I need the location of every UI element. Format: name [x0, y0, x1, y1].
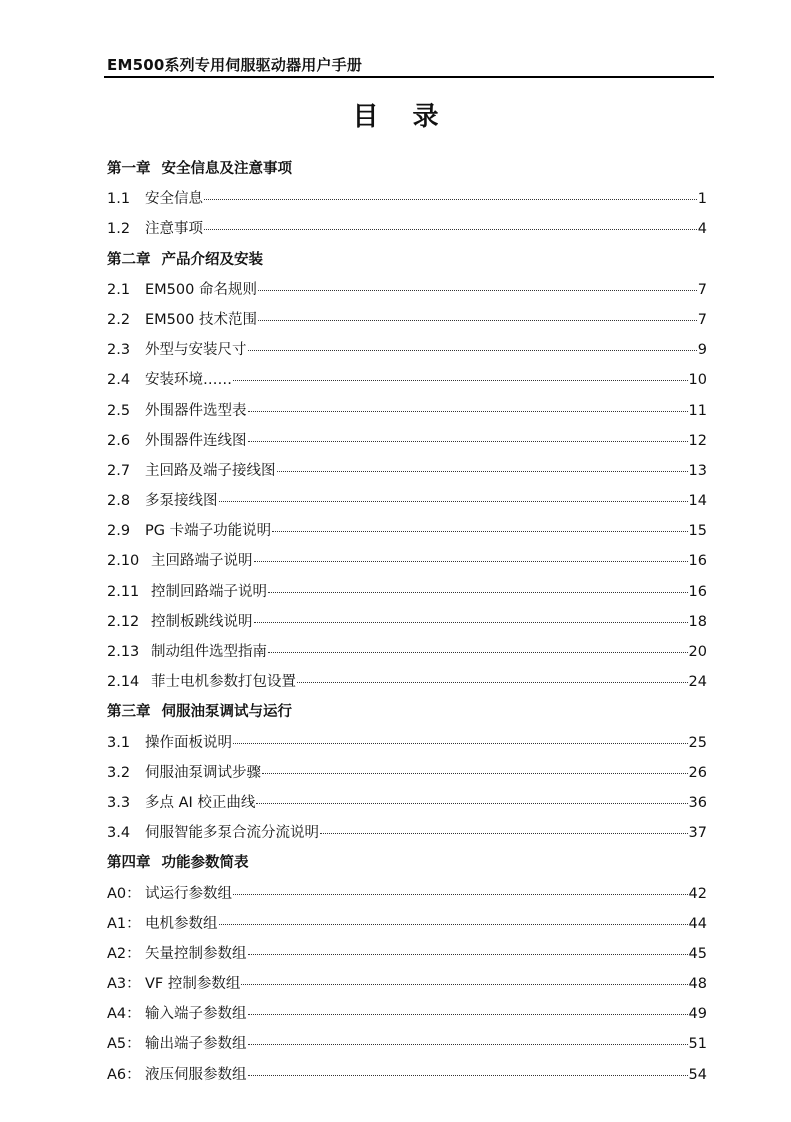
entry-number: A6： — [107, 1066, 141, 1083]
dot-leader — [241, 984, 687, 985]
table-of-contents — [107, 154, 707, 1090]
dot-leader — [204, 199, 697, 200]
header-rule — [104, 76, 714, 78]
toc-entry[interactable] — [107, 758, 707, 788]
entry-page-number: 45 — [688, 945, 707, 962]
entry-page-number: 4 — [697, 221, 707, 238]
entry-title: EM500 技术范围 — [145, 311, 257, 328]
dot-leader — [258, 290, 697, 291]
entry-number: 2.12 — [107, 613, 140, 630]
entry-page-number: 10 — [688, 372, 707, 389]
toc-title-char-2: 录 — [412, 102, 439, 132]
entry-title: 外型与安装尺寸 — [145, 342, 247, 359]
entry-title: 输入端子参数组 — [145, 1006, 247, 1023]
entry-number: 2.5 — [107, 402, 131, 419]
entry-title: 主回路端子说明 — [151, 553, 253, 570]
entry-title: 外围器件选型表 — [145, 402, 247, 419]
entry-number: 1.2 — [107, 221, 131, 238]
running-header: EM500系列专用伺服驱动器用户手册 — [107, 56, 363, 74]
entry-page-number: 11 — [688, 402, 707, 419]
entry-page-number: 16 — [688, 583, 707, 600]
entry-title: 试运行参数组 — [145, 885, 232, 902]
entry-page-number: 18 — [688, 613, 707, 630]
entry-title: 伺服智能多泵合流分流说明 — [145, 825, 319, 842]
dot-leader — [248, 1075, 688, 1076]
toc-entry[interactable] — [107, 999, 707, 1029]
toc-entry[interactable] — [107, 818, 707, 848]
toc-entry[interactable] — [107, 939, 707, 969]
entry-title: 液压伺服参数组 — [145, 1066, 247, 1083]
entry-number: 2.7 — [107, 462, 131, 479]
toc-entry[interactable] — [107, 486, 707, 516]
toc-entry[interactable] — [107, 396, 707, 426]
toc-entry[interactable] — [107, 214, 707, 244]
dot-leader — [297, 682, 688, 683]
dot-leader — [248, 411, 688, 412]
toc-entry[interactable] — [107, 546, 707, 576]
toc-entry[interactable] — [107, 607, 707, 637]
entry-title: 伺服油泵调试步骤 — [145, 764, 261, 781]
entry-title: 菲士电机参数打包设置 — [151, 674, 296, 691]
toc-entry[interactable] — [107, 909, 707, 939]
entry-title: 安全信息 — [145, 191, 203, 208]
entry-page-number: 13 — [688, 462, 707, 479]
dot-leader — [204, 229, 697, 230]
dot-leader — [254, 561, 688, 562]
entry-number: 3.4 — [107, 825, 131, 842]
toc-entry[interactable] — [107, 456, 707, 486]
entry-title: 注意事项 — [145, 221, 203, 238]
toc-entry[interactable] — [107, 637, 707, 667]
toc-entry[interactable] — [107, 516, 707, 546]
chapter-number: 第三章 — [107, 704, 151, 721]
toc-entry[interactable] — [107, 184, 707, 214]
dot-leader — [272, 531, 687, 532]
entry-page-number: 26 — [688, 764, 707, 781]
dot-leader — [258, 320, 697, 321]
toc-entry[interactable] — [107, 305, 707, 335]
entry-page-number: 16 — [688, 553, 707, 570]
dot-leader — [248, 441, 688, 442]
entry-page-number: 12 — [688, 432, 707, 449]
entry-title: 电机参数组 — [145, 915, 218, 932]
toc-entry[interactable] — [107, 577, 707, 607]
chapter-heading[interactable] — [107, 848, 707, 878]
dot-leader — [248, 1044, 688, 1045]
entry-number: 3.3 — [107, 794, 131, 811]
dot-leader — [277, 471, 688, 472]
entry-title: 多点 AI 校正曲线 — [145, 794, 256, 811]
toc-entry[interactable] — [107, 365, 707, 395]
entry-title: 外围器件连线图 — [145, 432, 247, 449]
chapter-number: 第二章 — [107, 251, 151, 268]
toc-entry[interactable] — [107, 275, 707, 305]
chapter-heading[interactable] — [107, 245, 707, 275]
entry-page-number: 24 — [688, 674, 707, 691]
entry-number: 3.2 — [107, 764, 131, 781]
chapter-number: 第四章 — [107, 855, 151, 872]
entry-number: 2.6 — [107, 432, 131, 449]
toc-entry[interactable] — [107, 426, 707, 456]
dot-leader — [256, 803, 687, 804]
dot-leader — [268, 652, 688, 653]
entry-title: VF 控制参数组 — [145, 976, 241, 993]
entry-title: 操作面板说明 — [145, 734, 232, 751]
toc-entry[interactable] — [107, 728, 707, 758]
entry-page-number: 15 — [688, 523, 707, 540]
entry-number: A5： — [107, 1036, 141, 1053]
chapter-title: 功能参数简表 — [161, 855, 249, 872]
entry-title: 安装环境…… — [145, 372, 232, 389]
entry-page-number: 51 — [688, 1036, 707, 1053]
entry-title: 制动组件选型指南 — [151, 644, 267, 660]
entry-number: 2.11 — [107, 583, 140, 600]
dot-leader — [233, 894, 688, 895]
dot-leader — [320, 833, 688, 834]
toc-title-char-1: 目 — [352, 102, 379, 132]
chapter-heading[interactable] — [107, 697, 707, 727]
entry-number: 1.1 — [107, 191, 131, 208]
dot-leader — [262, 773, 688, 774]
entry-number: 2.2 — [107, 311, 131, 328]
entry-page-number: 7 — [697, 281, 707, 298]
entry-title: 多泵接线图 — [145, 493, 218, 510]
entry-number: 2.10 — [107, 553, 140, 570]
entry-number: 3.1 — [107, 734, 131, 751]
chapter-number: 第一章 — [107, 161, 151, 177]
entry-page-number: 7 — [697, 311, 707, 328]
toc-entry[interactable] — [107, 969, 707, 999]
entry-number: 2.3 — [107, 342, 131, 359]
toc-entry[interactable] — [107, 335, 707, 365]
entry-page-number: 54 — [688, 1066, 707, 1083]
entry-page-number: 14 — [688, 493, 707, 510]
entry-title: 控制回路端子说明 — [151, 583, 267, 600]
dot-leader — [219, 924, 688, 925]
entry-page-number: 9 — [697, 342, 707, 359]
entry-page-number: 37 — [688, 825, 707, 842]
entry-title: 主回路及端子接线图 — [145, 462, 276, 479]
dot-leader — [219, 501, 688, 502]
entry-number: 2.13 — [107, 644, 140, 660]
dot-leader — [254, 622, 688, 623]
toc-title — [0, 96, 791, 133]
chapter-title: 伺服油泵调试与运行 — [161, 704, 292, 721]
dot-leader — [248, 954, 688, 955]
entry-number: 2.14 — [107, 674, 140, 691]
entry-page-number: 42 — [688, 885, 707, 902]
entry-title: PG 卡端子功能说明 — [145, 523, 272, 540]
entry-number: A4： — [107, 1006, 141, 1023]
dot-leader — [248, 1014, 688, 1015]
entry-title: 控制板跳线说明 — [151, 613, 253, 630]
toc-entry[interactable] — [107, 879, 707, 909]
entry-number: 2.4 — [107, 372, 131, 389]
dot-leader — [233, 380, 688, 381]
entry-number: A0： — [107, 885, 141, 902]
entry-page-number: 20 — [688, 644, 707, 660]
entry-number: A3： — [107, 976, 141, 993]
entry-number: 2.9 — [107, 523, 131, 540]
toc-entry[interactable] — [107, 1029, 707, 1059]
entry-page-number: 48 — [688, 976, 707, 993]
dot-leader — [233, 743, 688, 744]
entry-page-number: 25 — [688, 734, 707, 751]
toc-entry[interactable] — [107, 788, 707, 818]
entry-number: 2.1 — [107, 281, 131, 298]
entry-page-number: 44 — [688, 915, 707, 932]
entry-number: A2： — [107, 945, 141, 962]
dot-leader — [268, 592, 688, 593]
entry-title: 输出端子参数组 — [145, 1036, 247, 1053]
chapter-heading[interactable] — [107, 154, 707, 184]
toc-entry[interactable] — [107, 1060, 707, 1090]
entry-number: A1： — [107, 915, 141, 932]
entry-page-number: 49 — [688, 1006, 707, 1023]
entry-title: 矢量控制参数组 — [145, 945, 247, 962]
chapter-title: 安全信息及注意事项 — [161, 161, 292, 177]
dot-leader — [248, 350, 697, 351]
entry-page-number: 1 — [697, 191, 707, 208]
entry-page-number: 36 — [688, 794, 707, 811]
toc-entry[interactable] — [107, 667, 707, 697]
entry-number: 2.8 — [107, 493, 131, 510]
chapter-title: 产品介绍及安装 — [161, 251, 263, 268]
entry-title: EM500 命名规则 — [145, 281, 257, 298]
